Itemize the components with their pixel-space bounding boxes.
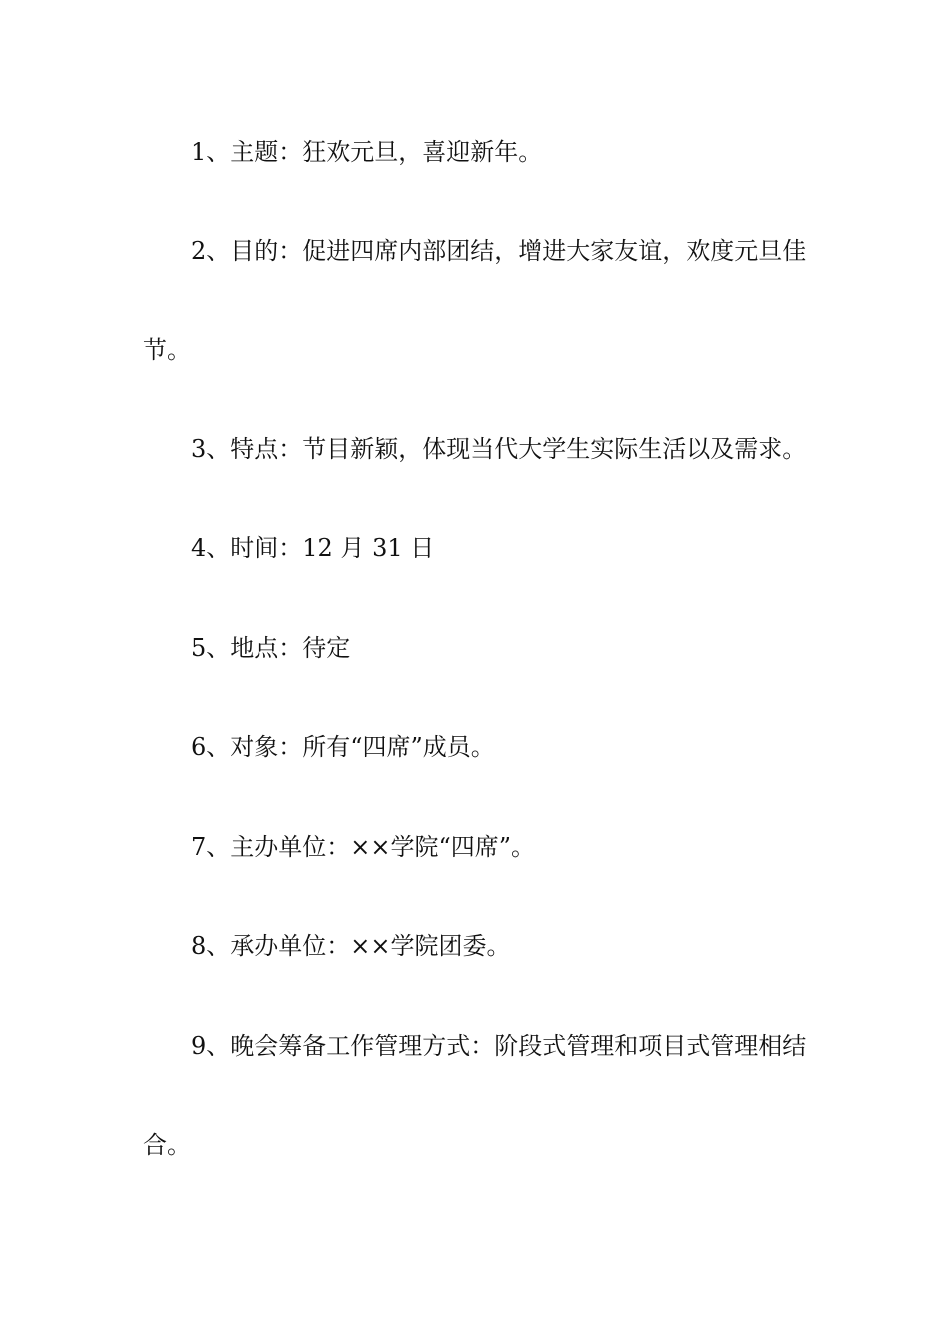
item-2-text: 2、目的：促进四席内部团结，增进大家友谊，欢度元旦佳 [191, 237, 807, 265]
item-9-text: 9、晚会筹备工作管理方式：阶段式管理和项目式管理相结 [191, 1032, 807, 1060]
item-8-text: 8、承办单位：××学院团委。 [191, 932, 511, 960]
item-7-text: 7、主办单位：××学院“四席”。 [191, 833, 536, 861]
item-5-text: 5、地点：待定 [191, 634, 351, 662]
item-6-text: 6、对象：所有“四席”成员。 [191, 733, 495, 761]
item-4-text: 4、时间：12 月 31 日 [191, 534, 435, 562]
item-1-text: 1、主题：狂欢元旦，喜迎新年。 [191, 138, 543, 166]
item-2-continuation: 节。 [143, 336, 191, 364]
item-9-continuation: 合。 [143, 1131, 191, 1159]
item-3-text: 3、特点：节目新颖，体现当代大学生实际生活以及需求。 [191, 435, 807, 463]
